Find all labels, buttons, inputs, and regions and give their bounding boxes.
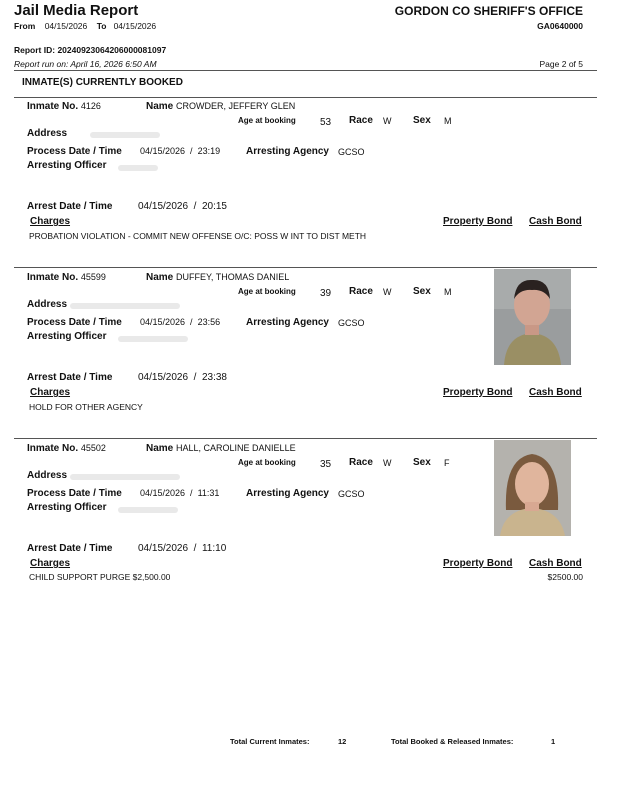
race-value: W [383,287,392,297]
process-label: Process Date / Time [27,317,122,328]
officer-label: Arresting Officer [27,331,107,342]
agency-value: GCSO [338,318,365,328]
cash-bond-label: Cash Bond [529,558,582,569]
to-label: To [96,21,107,31]
to-date: 04/15/2026 [113,21,157,31]
sex-value: M [444,287,452,297]
agency-code: GA0640000 [537,21,583,31]
divider [14,97,597,98]
race-value: W [383,116,392,126]
arrest-time: 11:10 [201,543,227,554]
process-label: Process Date / Time [27,488,122,499]
name-label: Name [146,272,174,283]
charges-label: Charges [30,558,71,569]
redacted-address [70,303,180,309]
divider [14,70,597,71]
age-label: Age at booking [238,116,296,125]
officer-label: Arresting Officer [27,160,107,171]
charges-label: Charges [30,216,71,227]
agency-label: Arresting Agency [246,488,329,499]
charges-text: PROBATION VIOLATION - COMMIT NEW OFFENSE O/C: POSS W INT TO DIST METH [29,231,367,241]
arrest-date: 04/15/2026 [138,543,189,554]
charges-text: HOLD FOR OTHER AGENCY [29,402,143,412]
inmate-no-label: Inmate No. [27,101,79,112]
from-label: From [14,21,36,31]
race-label: Race [349,286,373,297]
page-number: Page 2 of 5 [539,59,583,69]
divider [14,438,597,439]
section-title: INMATE(S) CURRENTLY BOOKED [22,77,183,88]
inmate-no-label: Inmate No. [27,443,79,454]
report-run-on: Report run on: April 16, 2026 6:50 AM [14,59,157,69]
agency-value: GCSO [338,489,365,499]
arrest-label: Arrest Date / Time [27,201,113,212]
name-label: Name [146,101,174,112]
age-label: Age at booking [238,458,296,467]
process-date: 04/15/2026 [140,488,186,498]
arrest-label: Arrest Date / Time [27,543,113,554]
divider [14,267,597,268]
from-date: 04/15/2026 [44,21,88,31]
agency-label: Arresting Agency [246,146,329,157]
inmate-no: 4126 [80,101,101,111]
age-value: 53 [320,117,332,128]
mugshot-photo [494,440,571,536]
charges-text: CHILD SUPPORT PURGE $2,500.00 [29,572,171,582]
inmate-no-label: Inmate No. [27,272,79,283]
process-time: 11:31 [197,488,220,498]
arrest-time: 20:15 [201,201,227,212]
race-value: W [383,458,392,468]
age-value: 35 [320,459,332,470]
total-current-label: Total Current Inmates: [230,737,310,746]
process-time: 23:56 [197,317,221,327]
agency-value: GCSO [338,147,365,157]
total-current-value: 12 [338,737,347,746]
age-value: 39 [320,288,332,299]
inmate-name: CROWDER, JEFFERY GLEN [176,101,296,111]
person-icon [494,440,571,536]
process-label: Process Date / Time [27,146,122,157]
cash-bond-label: Cash Bond [529,216,582,227]
address-label: Address [27,299,68,310]
sex-label: Sex [413,115,431,126]
inmate-name: HALL, CAROLINE DANIELLE [176,443,296,453]
total-booked-label: Total Booked & Released Inmates: [391,737,514,746]
report-title: Jail Media Report [14,2,139,19]
redacted-address [70,474,180,480]
sex-label: Sex [413,457,431,468]
mugshot-photo [494,269,571,365]
arrest-date: 04/15/2026 [138,201,189,212]
officer-label: Arresting Officer [27,502,107,513]
race-label: Race [349,115,373,126]
property-bond-label: Property Bond [443,216,513,227]
process-date: 04/15/2026 [140,317,186,327]
charges-label: Charges [30,387,71,398]
sex-value: M [444,116,452,126]
name-label: Name [146,443,174,454]
address-label: Address [27,470,68,481]
sex-label: Sex [413,286,431,297]
address-label: Address [27,128,68,139]
cash-bond-label: Cash Bond [529,387,582,398]
property-bond-label: Property Bond [443,558,513,569]
race-label: Race [349,457,373,468]
total-booked-value: 1 [551,737,556,746]
agency-name: GORDON CO SHERIFF'S OFFICE [394,4,583,18]
agency-label: Arresting Agency [246,317,329,328]
redacted-address [90,132,160,138]
inmate-no: 45502 [80,443,106,453]
redacted-officer [118,336,188,342]
person-icon [494,269,571,365]
arrest-date: 04/15/2026 [138,372,189,383]
redacted-officer [118,165,158,171]
age-label: Age at booking [238,287,296,296]
inmate-no: 45599 [80,272,106,282]
process-date: 04/15/2026 [140,146,186,156]
arrest-time: 23:38 [201,372,227,383]
property-bond-label: Property Bond [443,387,513,398]
cash-bond-value: $2500.00 [547,572,583,582]
arrest-label: Arrest Date / Time [27,372,113,383]
inmate-name: DUFFEY, THOMAS DANIEL [176,272,290,282]
process-time: 23:19 [197,146,221,156]
redacted-officer [118,507,178,513]
report-id: Report ID: 20240923064206000081097 [14,45,167,55]
sex-value: F [444,458,450,468]
